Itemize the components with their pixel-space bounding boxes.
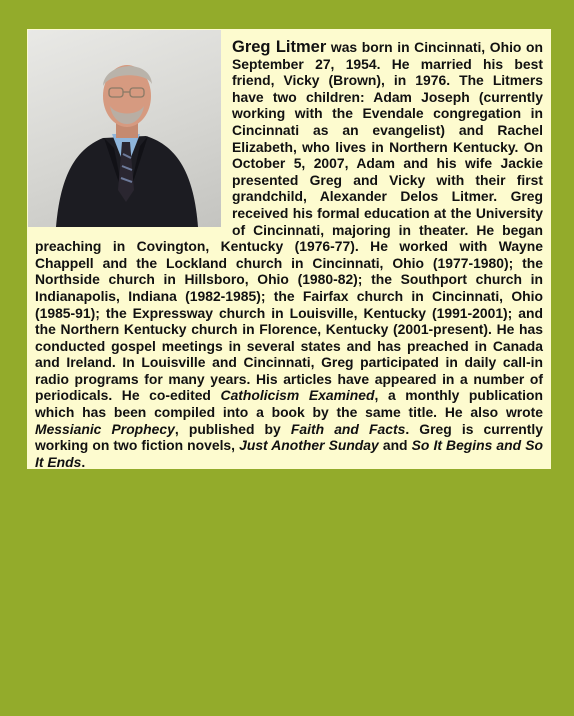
publisher-name: Faith and Facts [290,420,406,437]
bio-segment: was born in Cincinnati, Ohio on September 27, 1954. He married his best friend, Vicky (Brown), in 1976. The Litmers have two children: Adam Joseph (currently working with the Evendale congregation in Cincinnati as an evangelist) and Rachel Elizabeth, who lives in Northern Kentucky. On October 5, 2007, Adam and his wife Jackie presented Greg and Vicky with their first grandchild, Alexander Delos Litmer. Greg received his formal education at the University of Cincinnati, majoring in theater. He began preaching in Covington, Kentucky (1976-77). He worked with Wayne Chappell and the Lockland church in Cincinnati, Ohio (1977-1980); the Northside church in Hillsboro, Ohio (1980-82); the Southport church in Indianapolis, Indiana (1982-1985); the Fairfax church in Cincinnati, Ohio (1985-91); the Expressway church in Louisville, Kentucky (1991-2001); and the Northern Kentucky church in Florence, Kentucky (2001-present). He has conducted gospel meetings in several states and has preached in Canada and Ireland. In Louisville and Cincinnati, Greg participated in daily call-in radio programs for many years. His articles have appeared in a number of periodicals. He co-edited [35,39,543,404]
bio-segment: and [378,437,412,454]
author-name: Greg Litmer [232,38,327,56]
author-bio-text [35,39,543,470]
bio-segment: . Greg is currently working on two fiction novels, [35,420,543,454]
bio-segment: . [81,453,86,470]
book-title-just-another-sunday: Just Another Sunday [239,437,379,454]
bio-segment: , published by [174,420,291,437]
book-title-so-it-begins: So It Begins and So It Ends [35,437,543,470]
author-bio-box [27,29,551,469]
book-title-messianic-prophecy: Messianic Prophecy [35,420,175,437]
book-title-catholicism-examined: Catholicism Examined [220,387,375,404]
bio-segment: , a monthly publication which has been compiled into a book by the same title. He also wrote [35,387,544,421]
